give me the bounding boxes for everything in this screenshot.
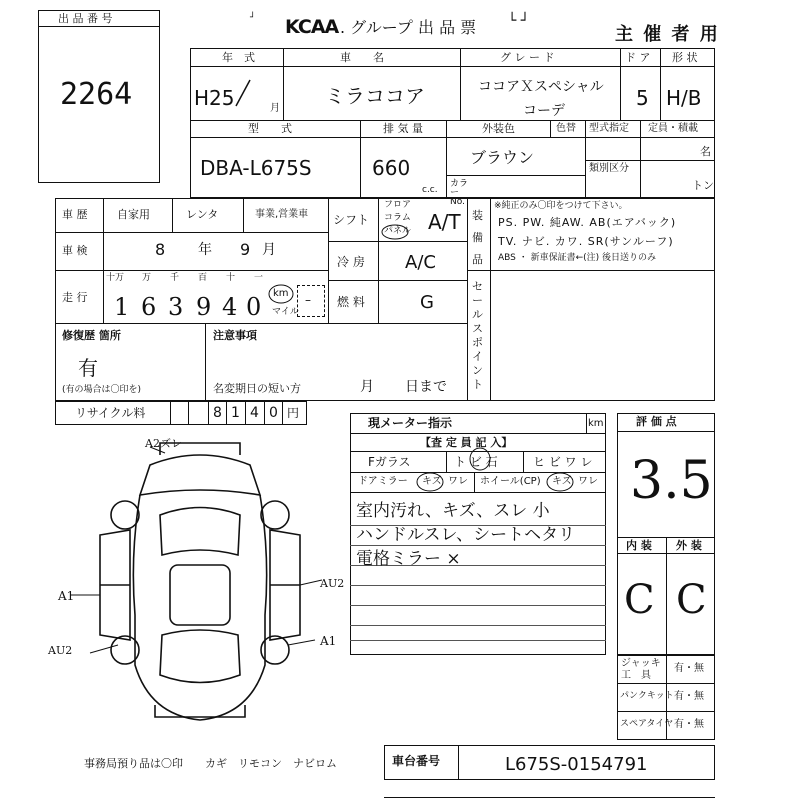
equipment-line3: ABS ・ 新車保証書←(注) 後日送りのみ <box>498 253 657 263</box>
shift-label: シフト <box>333 213 370 227</box>
puncture-label: パンクキット <box>620 691 674 701</box>
digit-h100k: 十万 <box>106 273 125 283</box>
inspection-year: 8 <box>155 240 166 259</box>
interior-label: 内 装 <box>626 539 652 552</box>
mileage-label: 走 行 <box>62 291 88 304</box>
shift-column: コラム <box>384 213 411 223</box>
diagram-mark-right-bottom: A1 <box>320 634 337 648</box>
history-private: 自家用 <box>117 208 150 221</box>
jack-label: ジャッキ 工 具 <box>621 658 661 681</box>
mirror-mark-scratch: キズ <box>422 476 442 487</box>
repair-label: 修復歴 箇所 <box>62 329 121 342</box>
wheel-scratch-circle <box>546 472 574 492</box>
wheel-mark-scratch: キズ <box>552 476 572 487</box>
ac-label: 冷 房 <box>337 255 365 269</box>
name-change-label: 名変期日の短い方 <box>213 382 301 395</box>
handwritten-line-3: 電格ミラー × <box>356 549 461 569</box>
recycle-digit-2: 1 <box>231 405 240 421</box>
color-change-label: 色替 <box>556 123 576 134</box>
chassis-value: L675S-0154791 <box>505 754 648 775</box>
km-box-dash: – <box>305 293 311 307</box>
history-business: 事業,営業車 <box>255 209 309 220</box>
glass-item-2: ト ビ 石 <box>454 455 498 469</box>
cc-unit: c.c. <box>422 185 438 195</box>
glass-item-3: ヒ ビ ワ レ <box>533 455 593 469</box>
exterior-label: 外 装 <box>676 539 702 552</box>
grade-label: グ レ ー ド <box>500 51 555 64</box>
diagram-mark-top: A2ズレ <box>145 437 182 450</box>
mirror-label: ドアミラー <box>358 476 408 487</box>
chassis-label: 車台番号 <box>392 754 441 768</box>
ac-value: A/C <box>405 252 436 273</box>
recycle-label: リサイクル料 <box>75 406 146 420</box>
office-note: 事務局預り品は〇印 カギ リモコン ナビロム <box>84 757 337 770</box>
lot-label: 出 品 番 号 <box>58 12 113 25</box>
mile-label: マイル <box>272 307 299 317</box>
digit-h1: 一 <box>254 273 264 283</box>
recycle-digit-4: 0 <box>269 405 278 421</box>
ton-unit: トン <box>692 179 714 192</box>
displacement-value: 660 <box>372 156 411 180</box>
car-name: ミラココア <box>325 84 425 108</box>
month-suffix: 月 <box>270 103 280 114</box>
mileage-digit-2: 6 <box>141 293 157 321</box>
inspector-header: 【査 定 員 記 入】 <box>420 436 513 449</box>
kcaa-logo: KCAA <box>285 16 339 38</box>
repair-note: (有の場合は〇印を) <box>62 385 142 395</box>
inspection-label: 車 検 <box>62 244 88 257</box>
exterior-color-value: ブラウン <box>470 148 535 167</box>
body-value: H/B <box>666 86 702 110</box>
shift-panel-circle <box>380 224 410 240</box>
recycle-unit: 円 <box>287 406 300 420</box>
spare-label: スペアタイヤ <box>620 719 674 729</box>
digit-h10k: 万 <box>142 273 152 283</box>
hole-mark: ┘ <box>250 13 256 23</box>
name-label: 車 名 <box>340 51 384 64</box>
wheel-label: ホイール(CP) <box>480 476 541 487</box>
history-label: 車 歴 <box>62 208 88 221</box>
digit-h10: 十 <box>226 273 236 283</box>
capacity-label: 定員・積載 <box>648 123 698 134</box>
shift-floor: フロア <box>384 200 412 210</box>
hole-mark-2: └ ┘ <box>508 13 530 29</box>
km-box <box>297 285 325 317</box>
meter-km-unit: km <box>588 418 604 429</box>
handwritten-line-1: 室内汚れ、キズ、スレ 小 <box>356 501 550 521</box>
repair-value: 有 <box>78 356 98 380</box>
mirror-mark-crack: ワレ <box>448 476 468 487</box>
year-slash <box>232 78 252 108</box>
form-title: . グループ 出 品 票 <box>340 18 477 37</box>
displacement-label: 排 気 量 <box>383 122 423 135</box>
lot-number: 2264 <box>60 77 133 112</box>
model-value: DBA-L675S <box>200 156 312 180</box>
spare-option: 有・無 <box>674 719 704 730</box>
notes-label: 注意事項 <box>213 329 257 342</box>
km-label: km <box>273 288 289 299</box>
recycle-digit-1: 8 <box>213 405 222 421</box>
history-rental: レンタ <box>186 208 219 221</box>
exterior-value: C <box>676 577 707 623</box>
inspection-month: 9 <box>240 240 251 259</box>
exterior-color-label: 外装色 <box>482 122 515 135</box>
shift-panel: パネル <box>384 226 412 236</box>
equipment-note: ※純正のみ〇印をつけて下さい。 <box>494 201 628 211</box>
digit-h1k: 千 <box>170 273 180 283</box>
meter-label: 現メーター指示 <box>368 416 453 430</box>
inspection-year-unit: 年 <box>198 242 212 258</box>
year-value: H25 <box>194 86 235 110</box>
color-no-label: カラー No. <box>450 179 469 207</box>
fuel-value: G <box>420 292 434 313</box>
mileage-digit-6: 0 <box>246 293 262 321</box>
diagram-mark-right: AU2 <box>320 577 345 590</box>
grade-line2: コーデ <box>523 103 565 119</box>
equipment-line1: PS. PW. 純AW. AB(エアバック) <box>498 216 677 229</box>
shift-value: A/T <box>428 210 461 234</box>
recycle-digit-3: 4 <box>250 405 259 421</box>
inspection-month-unit: 月 <box>262 242 276 258</box>
diagram-mark-left: A1 <box>58 589 75 603</box>
puncture-option: 有・無 <box>674 691 704 702</box>
glass-item-1: Fガラス <box>368 455 411 469</box>
name-change-day: 日まで <box>405 379 447 395</box>
type-spec-label: 型式指定 <box>589 123 629 134</box>
sales-point-label: セールスポイント <box>472 280 483 391</box>
class-label: 類別区分 <box>589 163 629 174</box>
rating-score: 3.5 <box>630 451 713 511</box>
organizer-label: 主 催 者 用 <box>615 24 720 45</box>
equipment-side-label: 装備品 <box>472 209 483 266</box>
car-diagram <box>90 435 310 735</box>
doors-label: ド ア <box>625 51 651 64</box>
year-label: 年 式 <box>222 51 255 64</box>
wheel-mark-crack: ワレ <box>578 476 598 487</box>
persons-unit: 名 <box>700 145 711 158</box>
grade-line1: ココアＸスペシャル <box>478 79 604 95</box>
body-label: 形 状 <box>672 51 698 64</box>
diagram-mark-left-bottom: AU2 <box>48 644 73 657</box>
model-label: 型 式 <box>248 122 292 135</box>
digit-h100: 百 <box>198 273 208 283</box>
jack-option: 有・無 <box>674 663 704 674</box>
mileage-digit-1: 1 <box>114 293 130 321</box>
equipment-line2: TV. ナビ. カワ. SR(サンルーフ) <box>498 235 674 248</box>
interior-value: C <box>624 577 655 623</box>
mirror-scratch-circle <box>416 472 444 492</box>
handwritten-line-2: ハンドルスレ、シートヘタリ <box>356 525 576 545</box>
mileage-digit-4: 9 <box>196 293 212 321</box>
fuel-label: 燃 料 <box>337 295 365 309</box>
stone-chip-circle <box>468 447 492 471</box>
name-change-month: 月 <box>360 379 374 395</box>
mileage-digit-5: 4 <box>222 293 238 321</box>
doors-value: 5 <box>636 86 649 110</box>
mileage-digit-3: 3 <box>168 293 184 321</box>
rating-label: 評 価 点 <box>636 415 677 428</box>
